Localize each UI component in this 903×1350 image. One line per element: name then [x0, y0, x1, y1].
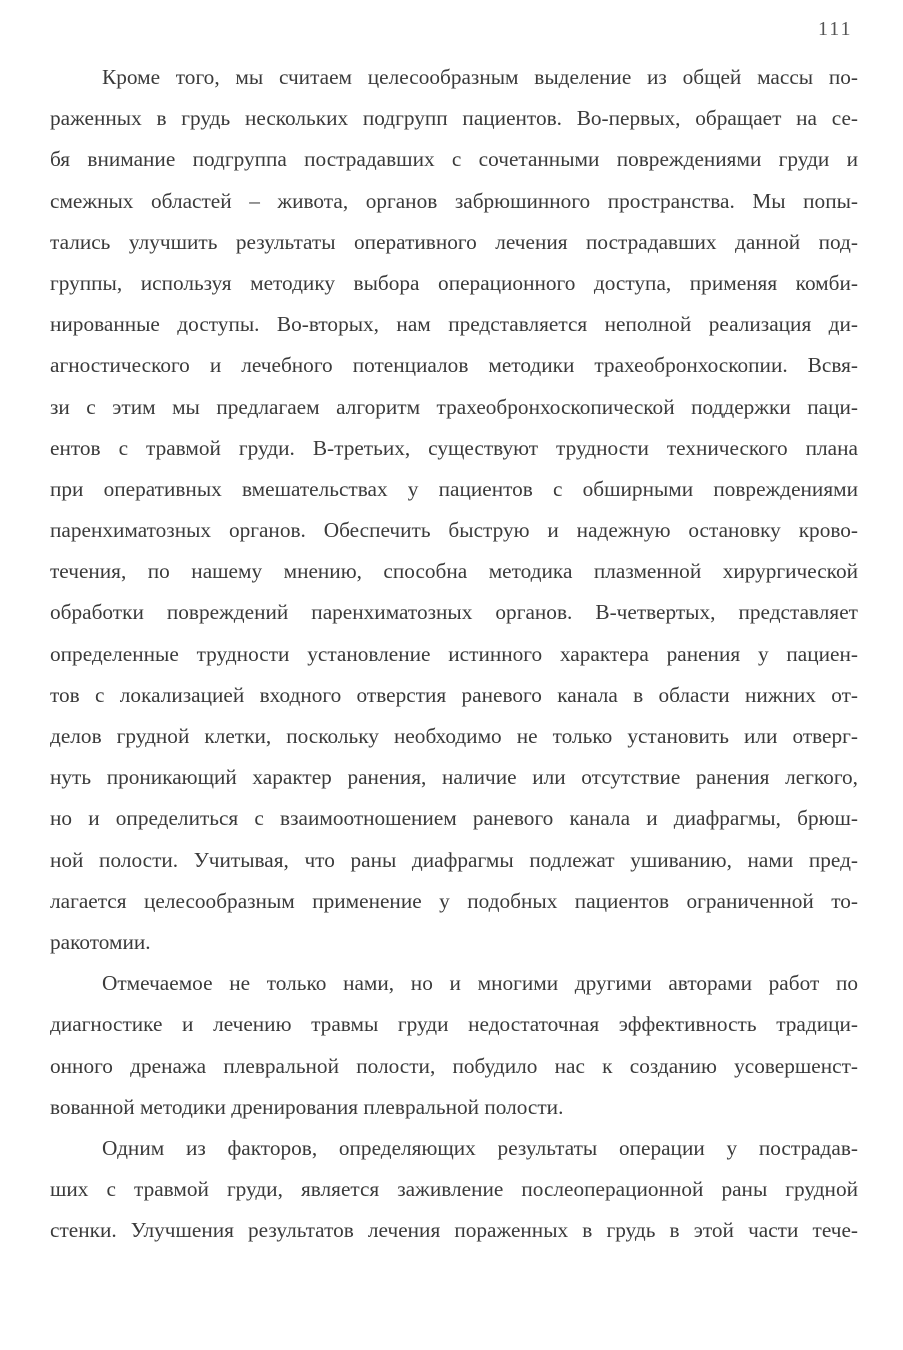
text-line: группы, используя методику выбора операционного доступа, применяя комби-: [50, 270, 858, 295]
text-line: делов грудной клетки, поскольку необходимо не только установить или отверг-: [50, 724, 858, 748]
text-line: тались улучшить результаты оперативного лечения пострадавших данной под-: [50, 229, 858, 254]
text-line: обработки повреждений паренхиматозных органов. В-четвертых, представляет: [50, 600, 858, 625]
text-line: вованной методики дренирования плевральной полости.: [50, 1094, 564, 1119]
text-line: лагается целесообразным применение у подобных пациентов ограниченной то-: [50, 888, 858, 913]
text-line: бя внимание подгруппа пострадавших с сочетанными повреждениями груди и: [50, 147, 858, 172]
text-line: смежных областей – живота, органов забрюшинного пространства. Мы попы-: [50, 188, 858, 213]
text-line: при оперативных вмешательствах у пациентов с обширными повреждениями: [50, 476, 858, 501]
paragraph-1: [50, 57, 858, 963]
text-line: Отмечаемое не только нами, но и многими другими авторами работ по: [102, 971, 858, 996]
paragraph-3: [50, 1128, 858, 1252]
text-line: нированные доступы. Во-вторых, нам представляется неполной реализация ди-: [50, 312, 858, 337]
text-line: ракотомии.: [50, 929, 151, 954]
text-line: раженных в грудь нескольких подгрупп пациентов. Во-первых, обращает на се-: [50, 106, 858, 131]
text-line: паренхиматозных органов. Обеспечить быструю и надежную остановку крово-: [50, 518, 858, 543]
text-line: Одним из факторов, определяющих результаты операции у пострадав-: [102, 1135, 858, 1160]
text-line: нуть проникающий характер ранения, наличие или отсутствие ранения легкого,: [50, 765, 858, 790]
page-number: 111: [818, 18, 853, 40]
text-line: но и определиться с взаимоотношением раневого канала и диафрагмы, брюш-: [50, 806, 858, 831]
text-line: онного дренажа плевральной полости, побудило нас к созданию усовершенст-: [50, 1053, 858, 1078]
text-line: течения, по нашему мнению, способна методика плазменной хирургической: [50, 559, 858, 584]
text-line: Кроме того, мы считаем целесообразным выделение из общей массы по-: [102, 65, 858, 89]
text-line: диагностике и лечению травмы груди недостаточная эффективность традици-: [50, 1012, 858, 1037]
text-line: тов с локализацией входного отверстия раневого канала в области нижних от-: [50, 682, 858, 707]
text-line: ентов с травмой груди. В-третьих, существуют трудности технического плана: [50, 435, 858, 460]
text-line: ной полости. Учитывая, что раны диафрагмы подлежат ушиванию, нами пред-: [50, 847, 858, 872]
page-body: [50, 57, 858, 1251]
text-line: зи с этим мы предлагаем алгоритм трахеобронхоскопической поддержки паци-: [50, 394, 858, 419]
text-line: ших с травмой груди, является заживление послеоперационной раны грудной: [50, 1177, 858, 1202]
text-line: агностического и лечебного потенциалов методики трахеобронхоскопии. Всвя-: [50, 353, 858, 378]
paragraph-2: [50, 963, 858, 1128]
text-line: стенки. Улучшения результатов лечения пораженных в грудь в этой части тече-: [50, 1218, 858, 1243]
text-line: определенные трудности установление истинного характера ранения у пациен-: [50, 641, 858, 666]
